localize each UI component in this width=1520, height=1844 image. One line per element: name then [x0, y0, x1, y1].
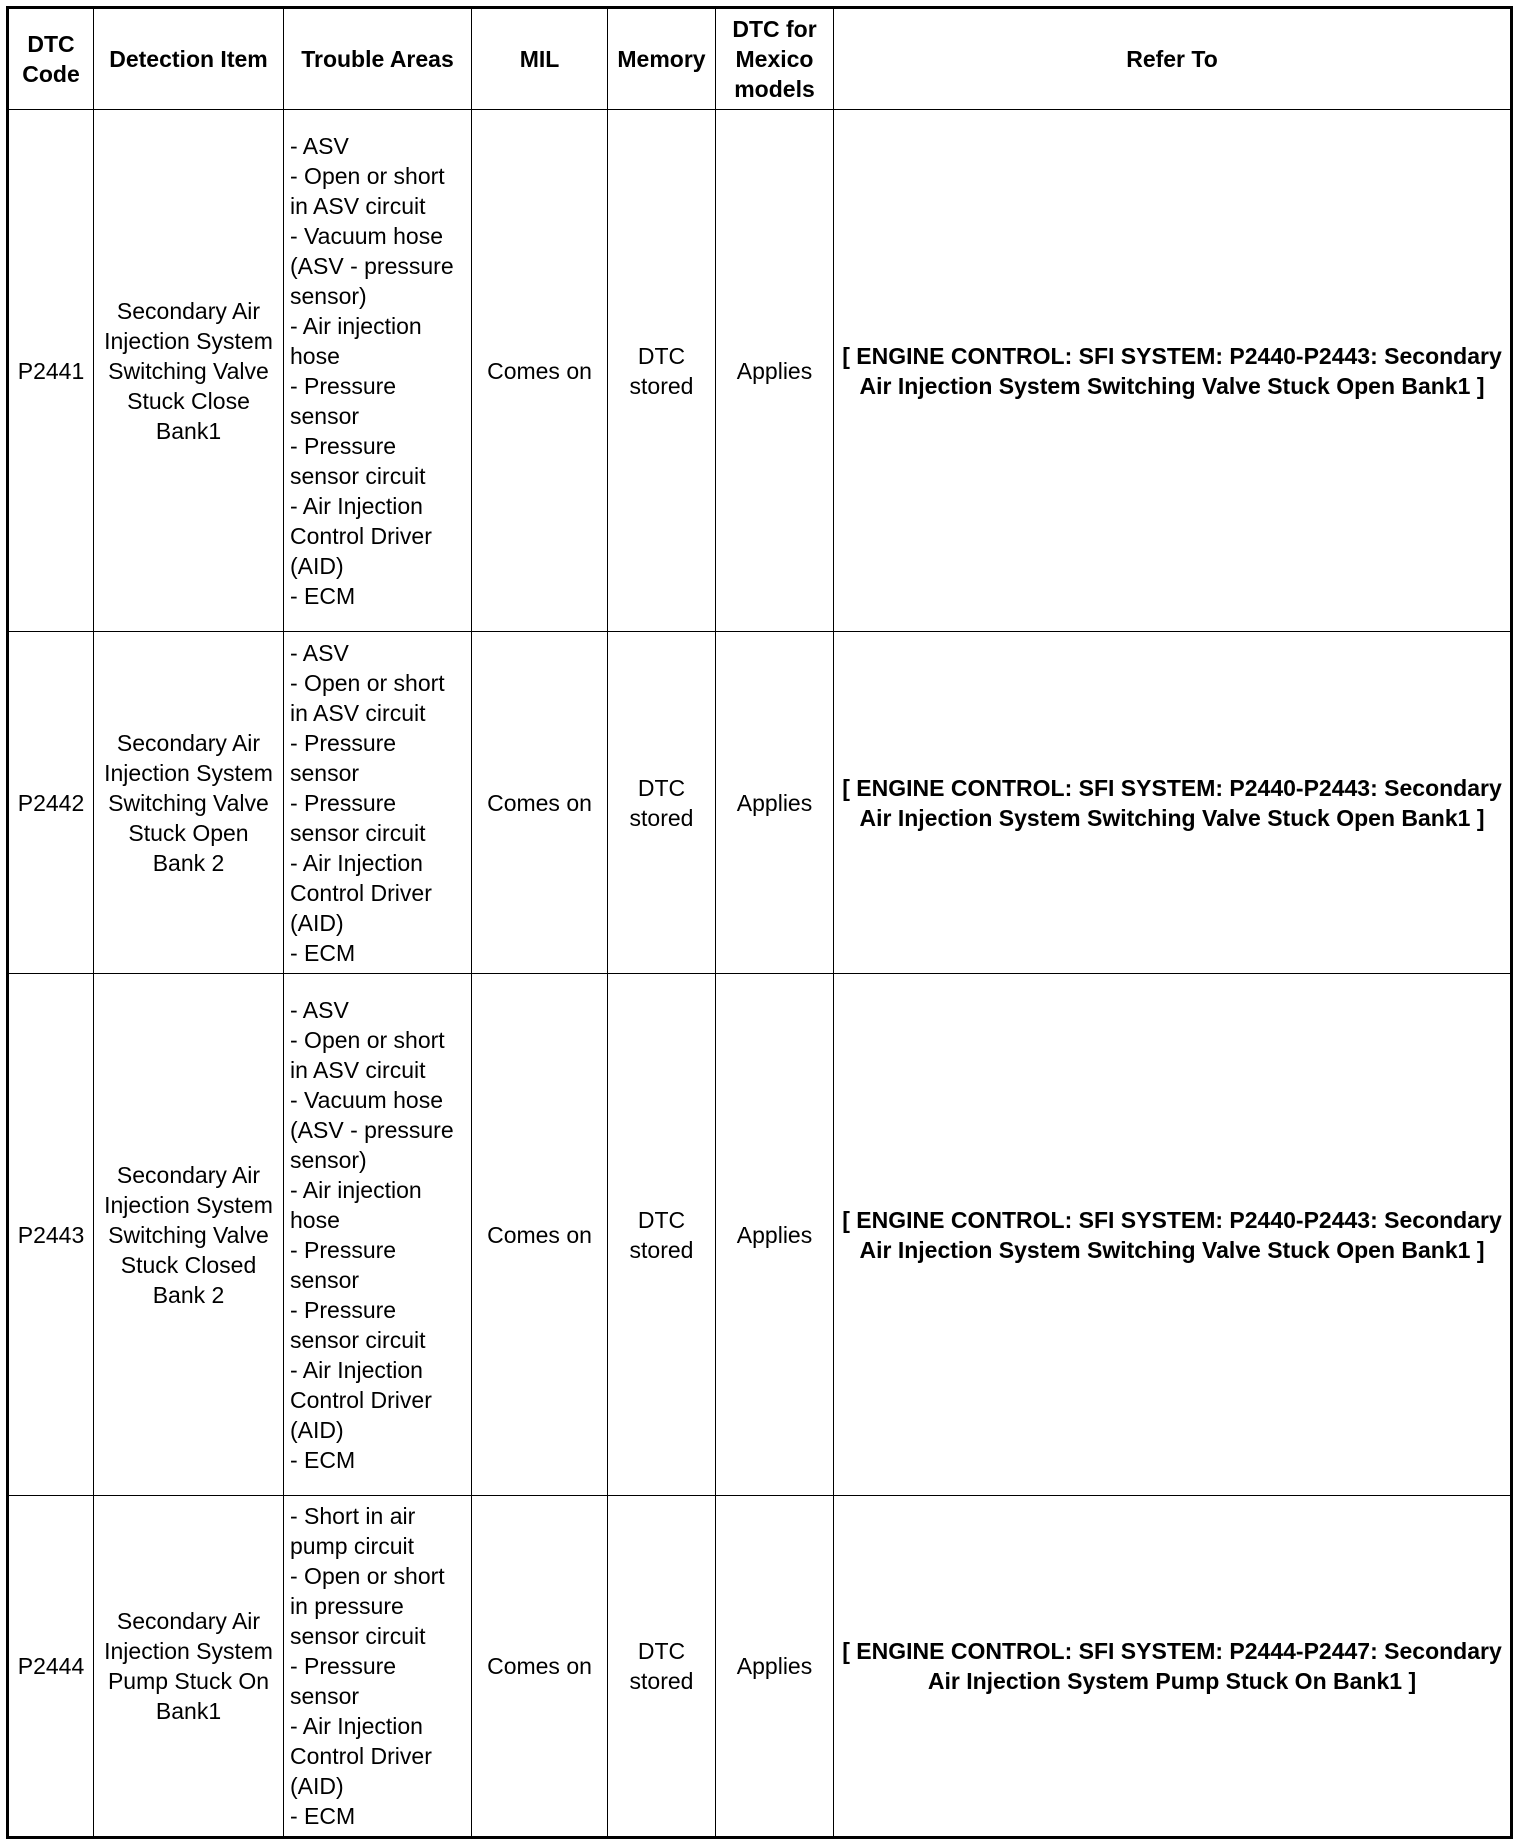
memory-cell: DTC stored	[608, 632, 716, 974]
header-memory: Memory	[608, 8, 716, 110]
dtc-code-cell: P2441	[8, 110, 94, 632]
memory-cell: DTC stored	[608, 110, 716, 632]
detection-item-cell: Secondary Air Injection System Pump Stuck On Bank1	[94, 1496, 284, 1838]
refer-to-link[interactable]: [ ENGINE CONTROL: SFI SYSTEM: P2440-P2443: Secondary Air Injection System Switching Valve Stuck Open Bank1 ]	[834, 110, 1512, 632]
header-detection-item: Detection Item	[94, 8, 284, 110]
detection-item-cell: Secondary Air Injection System Switching Valve Stuck Closed Bank 2	[94, 974, 284, 1496]
header-row	[8, 8, 1512, 110]
trouble-areas-cell: - ASV - Open or short in ASV circuit - Vacuum hose (ASV - pressure sensor) - Air injection hose - Pressure sensor - Pressure sensor circuit - Air Injection Control Driver (AID) - ECM	[284, 974, 472, 1496]
mexico-cell: Applies	[716, 1496, 834, 1838]
table-row	[8, 974, 1512, 1496]
detection-item-cell: Secondary Air Injection System Switching Valve Stuck Open Bank 2	[94, 632, 284, 974]
mil-cell: Comes on	[472, 1496, 608, 1838]
trouble-areas-cell: - ASV - Open or short in ASV circuit - Vacuum hose (ASV - pressure sensor) - Air injection hose - Pressure sensor - Pressure sensor circuit - Air Injection Control Driver (AID) - ECM	[284, 110, 472, 632]
header-refer-to: Refer To	[834, 8, 1512, 110]
dtc-code-cell: P2444	[8, 1496, 94, 1838]
refer-to-link[interactable]: [ ENGINE CONTROL: SFI SYSTEM: P2440-P2443: Secondary Air Injection System Switching Valve Stuck Open Bank1 ]	[834, 632, 1512, 974]
refer-to-link[interactable]: [ ENGINE CONTROL: SFI SYSTEM: P2444-P2447: Secondary Air Injection System Pump Stuck On Bank1 ]	[834, 1496, 1512, 1838]
dtc-table	[6, 6, 1513, 1839]
mexico-cell: Applies	[716, 974, 834, 1496]
memory-cell: DTC stored	[608, 1496, 716, 1838]
header-mexico-models: DTC for Mexico models	[716, 8, 834, 110]
header-trouble-areas: Trouble Areas	[284, 8, 472, 110]
table-row	[8, 632, 1512, 974]
table-row	[8, 110, 1512, 632]
memory-cell: DTC stored	[608, 974, 716, 1496]
dtc-code-cell: P2443	[8, 974, 94, 1496]
header-mil: MIL	[472, 8, 608, 110]
trouble-areas-cell: - Short in air pump circuit - Open or short in pressure sensor circuit - Pressure sensor - Air Injection Control Driver (AID) - ECM	[284, 1496, 472, 1838]
header-dtc-code: DTC Code	[8, 8, 94, 110]
trouble-areas-cell: - ASV - Open or short in ASV circuit - Pressure sensor - Pressure sensor circuit - Air Injection Control Driver (AID) - ECM	[284, 632, 472, 974]
table-row	[8, 1496, 1512, 1838]
detection-item-cell: Secondary Air Injection System Switching Valve Stuck Close Bank1	[94, 110, 284, 632]
mexico-cell: Applies	[716, 110, 834, 632]
mil-cell: Comes on	[472, 632, 608, 974]
mexico-cell: Applies	[716, 632, 834, 974]
dtc-code-cell: P2442	[8, 632, 94, 974]
mil-cell: Comes on	[472, 974, 608, 1496]
mil-cell: Comes on	[472, 110, 608, 632]
refer-to-link[interactable]: [ ENGINE CONTROL: SFI SYSTEM: P2440-P2443: Secondary Air Injection System Switching Valve Stuck Open Bank1 ]	[834, 974, 1512, 1496]
